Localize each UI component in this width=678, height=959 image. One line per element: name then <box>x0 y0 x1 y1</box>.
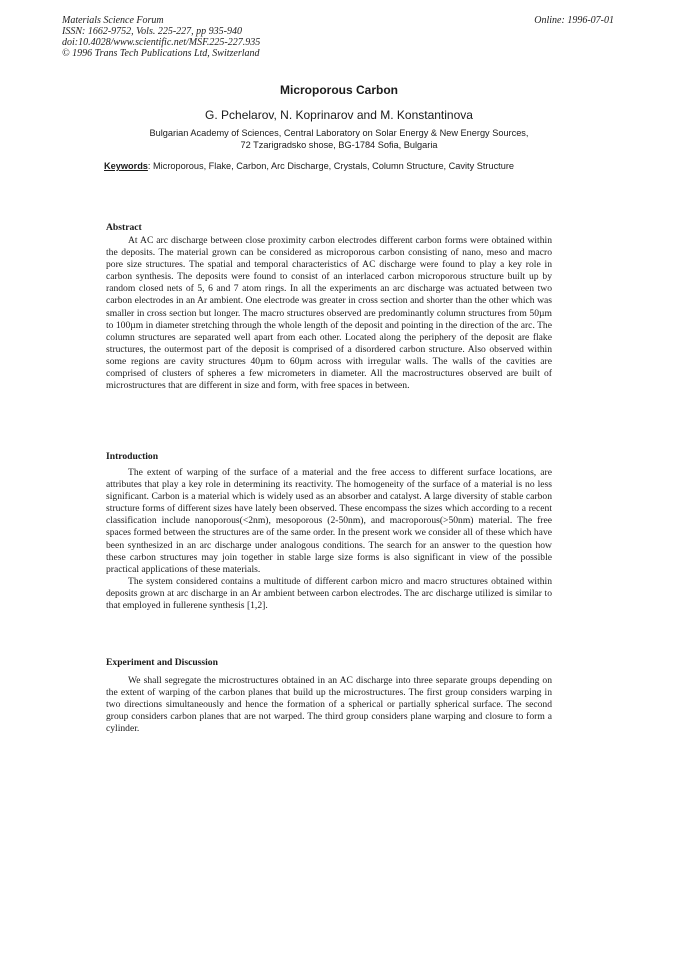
abstract-section <box>106 222 552 392</box>
affiliation-line-1: Bulgarian Academy of Sciences, Central Laboratory on Solar Energy & New Energy Sources, <box>149 128 529 138</box>
introduction-section <box>106 451 552 612</box>
introduction-heading: Introduction <box>106 451 159 462</box>
online-date: Online: 1996-07-01 <box>534 15 614 26</box>
experiment-heading: Experiment and Discussion <box>106 657 218 668</box>
keywords-list: : Microporous, Flake, Carbon, Arc Discharge, Crystals, Column Structure, Cavity Structure <box>147 161 515 171</box>
copyright-line: © 1996 Trans Tech Publications Ltd, Switzerland <box>62 48 260 59</box>
paper-authors: G. Pchelarov, N. Koprinarov and M. Konstantinova <box>205 108 473 122</box>
affiliation <box>90 127 588 151</box>
experiment-section <box>106 657 552 735</box>
issn-line: ISSN: 1662-9752, Vols. 225-227, pp 935-940 <box>62 26 242 37</box>
paper-title: Microporous Carbon <box>279 83 398 97</box>
affiliation-line-2: 72 Tzarigradsko shose, BG-1784 Sofia, Bulgaria <box>240 140 438 150</box>
abstract-text: At AC arc discharge between close proximity carbon electrodes different carbon forms were obtained within the deposits. The material grown can be considered as microporous carbon consisting of nano, meso and macro pore size structures. The spatial and temporal characteristics of AC discharge were found to play a key role in carbon synthesis. The deposits were found to consist of an interlaced carbon microporous structure built up by random closed nets of 5, 6 and 7 atom rings. In all the experiments an arc discharge was actuated between two carbon electrodes in an Ar ambient. One electrode was greater in cross section and shorter than the other which was smaller in cross section but longer. The macro structures observed are predominantly column structures from 50µm to 100µm in diameter stretching through the whole length of the deposit and pointing in the direction of the arc. The column structures are separated well apart from each other. Located along the periphery of the deposit are flake structures, the outermost part of the deposit is comprised of a disordered carbon structure. Also observed within some regions are cavity structures 40µm to 60µm across with irregular walls. The walls of the cavities are comprised of clusters of spheres a few micrometers in diameter. All the macrostructures observed are built of microstructures that are different in size and form, with free spaces in between. <box>106 235 552 392</box>
journal-name: Materials Science Forum <box>62 15 164 26</box>
experiment-paragraph-1: We shall segregate the microstructures obtained in an AC discharge into three separate groups depending on the extent of warping of the carbon planes that build up the microstructures. The first group considers warping in two directions simultaneously and hence the formation of a spherical or partially spherical surface. The second group considers carbon planes that are not warped. The third group considers plane warping and closure to form a cylinder. <box>106 675 552 735</box>
keywords <box>104 160 551 172</box>
journal-header <box>62 15 392 59</box>
keywords-label: Keywords <box>104 161 148 171</box>
introduction-paragraph-2: The system considered contains a multitude of different carbon micro and macro structures obtained within deposits grown at arc discharge in an Ar ambient between carbon electrodes. The arc discharge utilized is similar to that employed in fullerene synthesis [1,2]. <box>106 575 552 612</box>
abstract-heading: Abstract <box>106 222 142 233</box>
introduction-paragraph-1: The extent of warping of the surface of a material and the free access to different surface locations, are attributes that play a key role in determining its reactivity. The homogeneity of the surface of a material is no less significant. Carbon is a material which is widely used as an absorber and catalyst. A large diversity of stable carbon structure forms of different sizes have lately been observed. These encompass the sizes which according to a recent classification include nanoporous(<2nm), mesoporous (2-50nm), and macroporous(>50nm) material. The free spaces formed between the structures are of the same order. In the present work we consider all of these which have been synthesized in an arc discharge under analogous conditions. The search for an answer to the question how these carbon structures may join together in stable large size forms is also significant in view of the possible practical applications of these materials. <box>106 467 552 575</box>
doi-line: doi:10.4028/www.scientific.net/MSF.225-227.935 <box>62 37 261 48</box>
